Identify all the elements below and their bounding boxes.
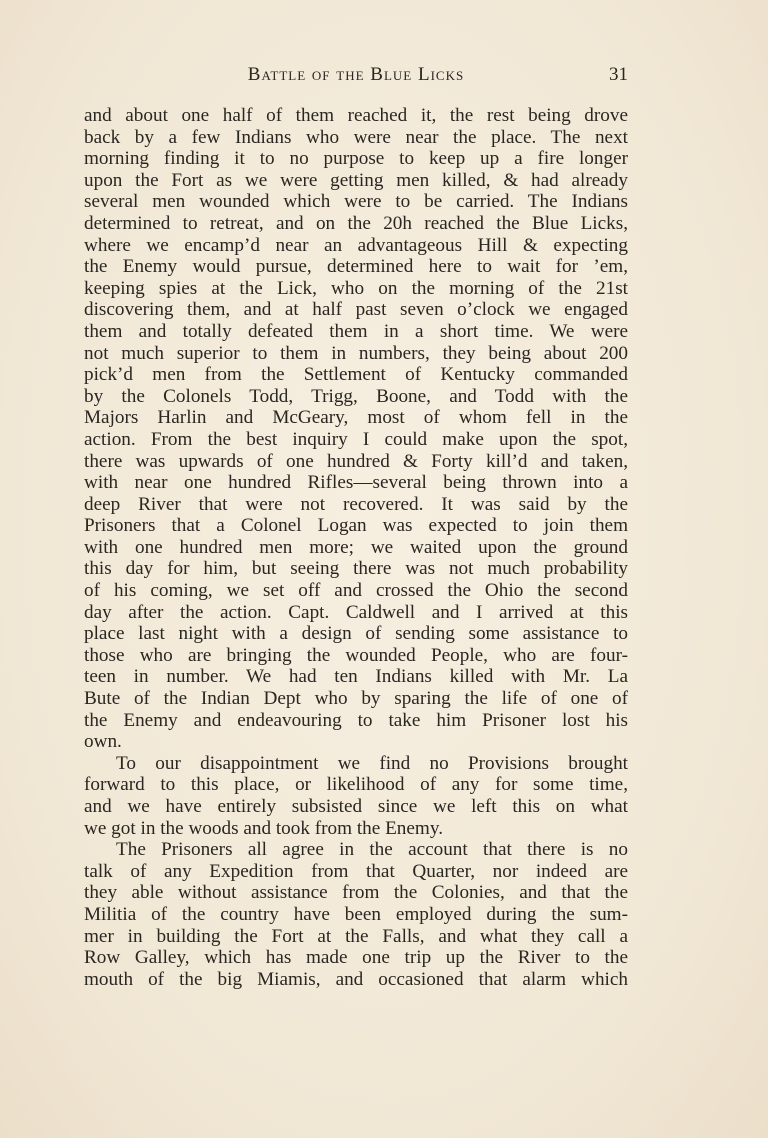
text-line: teen in number. We had ten Indians killed with Mr. La (84, 666, 628, 688)
text-line: keeping spies at the Lick, who on the morning of the 21st (84, 277, 628, 299)
text-line: them and totally defeated them in a short time. We were (84, 320, 628, 342)
text-line: the Enemy would pursue, determined here to wait for ’em, (84, 256, 628, 278)
text-line: they able without assistance from the Colonies, and that the (84, 882, 628, 904)
text-line: determined to retreat, and on the 20h reached the Blue Licks, (84, 212, 628, 234)
text-line: place last night with a design of sending some assistance to (84, 623, 628, 645)
text-line: own. (84, 731, 122, 753)
text-line: where we encamp’d near an advantageous Hill & expecting (84, 234, 628, 256)
paragraph (84, 839, 628, 990)
text-line: Bute of the Indian Dept who by sparing the life of one of (84, 688, 628, 710)
body-text (84, 105, 628, 990)
text-line: deep River that were not recovered. It was said by the (84, 493, 628, 515)
text-line: by the Colonels Todd, Trigg, Boone, and Todd with the (84, 385, 628, 407)
text-line: action. From the best inquiry I could make upon the spot, (84, 428, 628, 450)
text-line: with one hundred men more; we waited upon the ground (84, 536, 628, 558)
page-number: 31 (609, 64, 628, 85)
text-line: pick’d men from the Settlement of Kentucky commanded (84, 364, 628, 386)
text-line: mouth of the big Miamis, and occasioned that alarm which (84, 968, 628, 990)
paragraph (84, 105, 628, 753)
text-line: forward to this place, or likelihood of any for some time, (84, 774, 628, 796)
text-line: and we have entirely subsisted since we left this on what (84, 796, 628, 817)
text-line: back by a few Indians who were near the place. The next (84, 126, 628, 148)
text-line: Militia of the country have been employed during the sum- (84, 903, 628, 925)
text-line: upon the Fort as we were getting men killed, & had already (84, 169, 628, 191)
text-line: talk of any Expedition from that Quarter, nor indeed are (84, 860, 628, 882)
text-line: Majors Harlin and McGeary, most of whom fell in the (84, 407, 628, 429)
text-line: of his coming, we set off and crossed the Ohio the second (84, 580, 628, 602)
text-line: with near one hundred Rifles—several being thrown into a (84, 472, 628, 494)
running-head (84, 60, 628, 90)
text-line: discovering them, and at half past seven o’clock we engaged (84, 299, 628, 321)
text-line: those who are bringing the wounded People, who are four- (84, 644, 628, 666)
text-line: and about one half of them reached it, the rest being drove (84, 105, 628, 126)
text-line: not much superior to them in numbers, they being about 200 (84, 342, 628, 364)
text-line: mer in building the Fort at the Falls, and what they call a (84, 925, 628, 947)
text-line: there was upwards of one hundred & Forty kill’d and taken, (84, 450, 628, 472)
text-line: the Enemy and endeavouring to take him Prisoner lost his (84, 709, 628, 731)
text-line: Row Galley, which has made one trip up the River to the (84, 947, 628, 969)
text-line: several men wounded which were to be carried. The Indians (84, 191, 628, 213)
text-line: we got in the woods and took from the Enemy. (84, 817, 443, 839)
text-line: this day for him, but seeing there was not much probability (84, 558, 628, 580)
paragraph (84, 753, 628, 839)
text-line: morning finding it to no purpose to keep up a fire longer (84, 148, 628, 170)
text-line: To our disappointment we find no Provisions brought (116, 752, 628, 774)
text-line: day after the action. Capt. Caldwell and I arrived at this (84, 601, 628, 623)
text-line: The Prisoners all agree in the account that there is no (116, 839, 628, 861)
running-title: Battle of the Blue Licks (247, 64, 465, 85)
text-line: Prisoners that a Colonel Logan was expected to join them (84, 515, 628, 537)
